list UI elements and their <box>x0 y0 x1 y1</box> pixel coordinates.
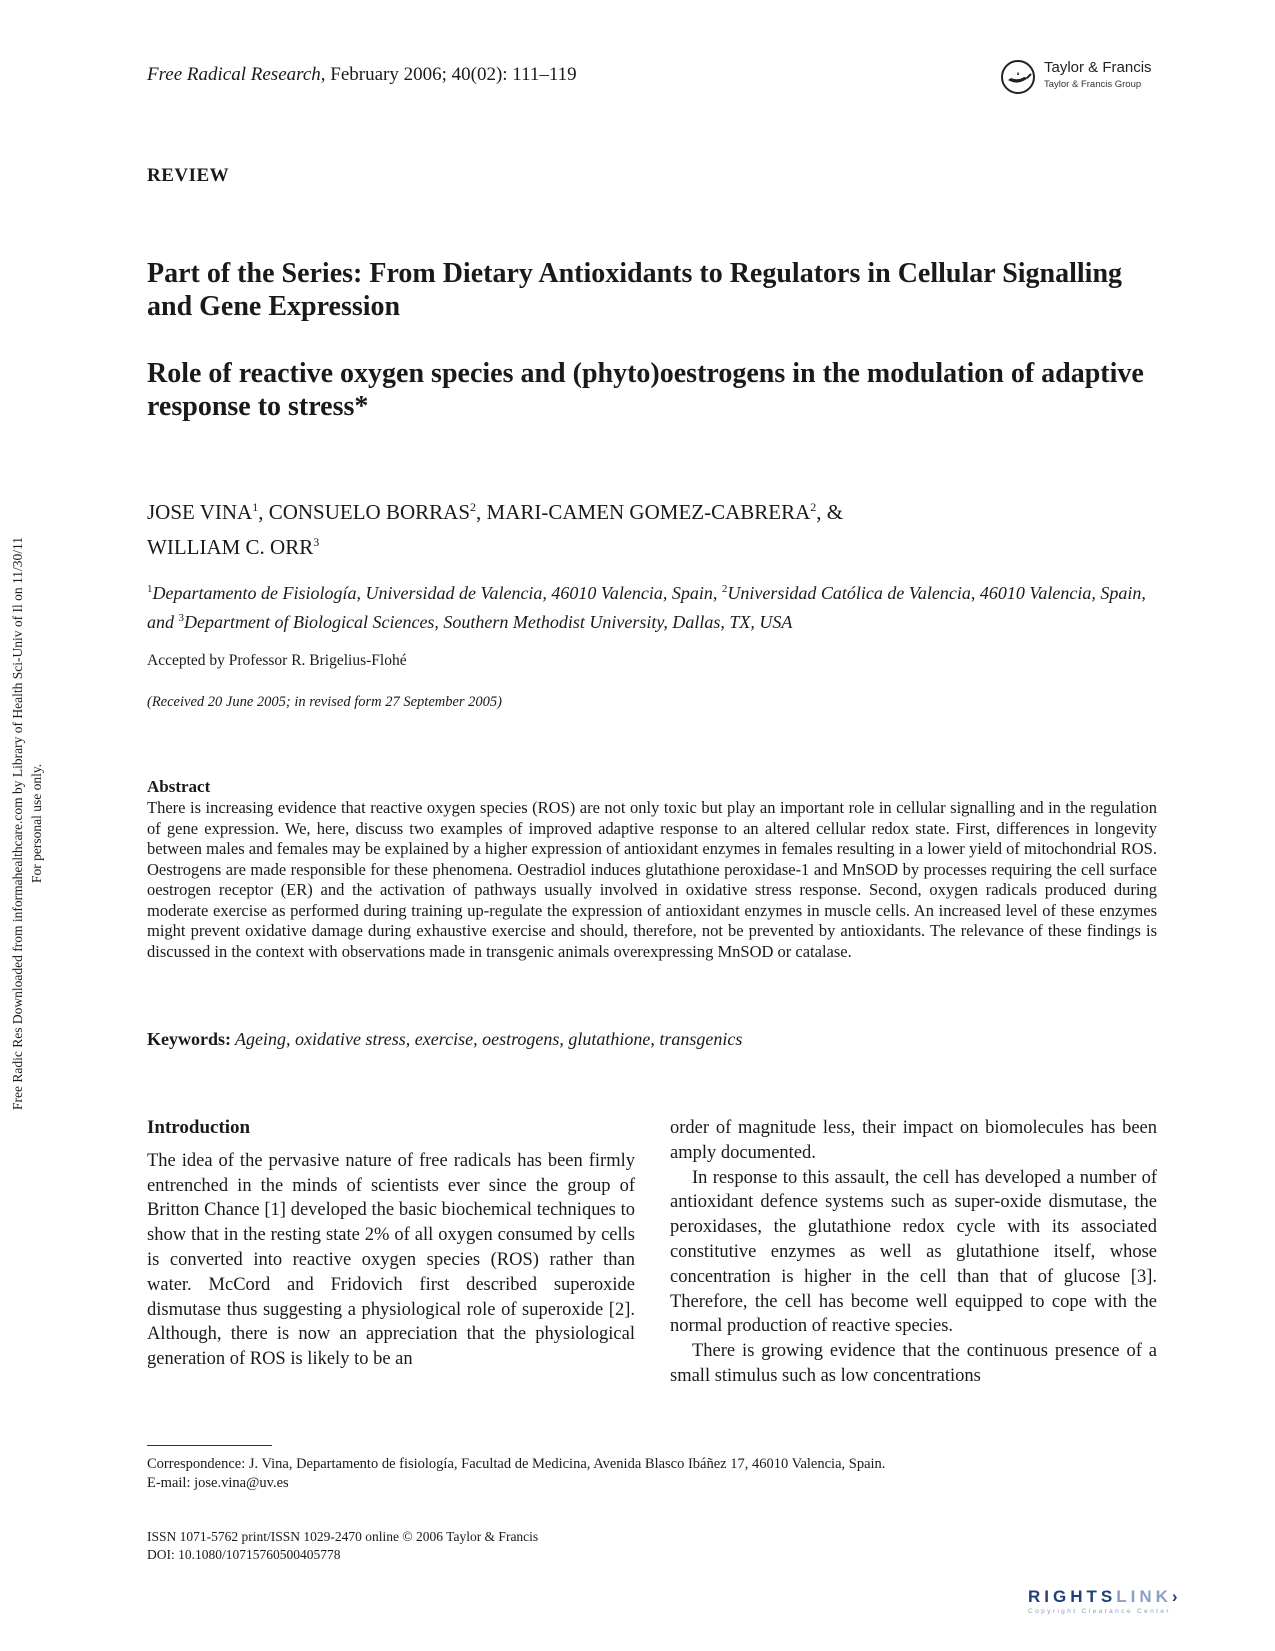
rightslink-logo <box>1028 1587 1258 1621</box>
affiliation: Departamento de Fisiología, Universidad de Valencia, 46010 Valencia, Spain, <box>152 583 722 603</box>
accepted-by: Accepted by Professor R. Brigelius-Flohé <box>147 652 407 669</box>
author-name: CONSUELO BORRAS <box>268 500 471 524</box>
article-type: REVIEW <box>147 165 230 186</box>
keywords-values: Ageing, oxidative stress, exercise, oestrogens, glutathione, transgenics <box>235 1029 743 1049</box>
journal-citation <box>147 64 577 86</box>
footnote-rule <box>147 1445 272 1446</box>
abstract-heading: Abstract <box>147 777 211 796</box>
body-paragraph: There is growing evidence that the continuous presence of a small stimulus such as low concentrations <box>670 1341 1157 1386</box>
rightslink-light: LINK <box>1116 1587 1172 1606</box>
issn-block <box>147 1528 847 1563</box>
body-paragraph: In response to this assault, the cell has developed a number of antioxidant defence systems such as super-oxide dismutase, the peroxidases, the glutathione redox cycle with its associated constitutive enzymes as well as glutathione itself, whose concentration is higher in the cell than that of glucose [3]. Therefore, the cell has become well equipped to cope with the normal production of reactive species. <box>670 1167 1157 1337</box>
affil-mark: 3 <box>178 612 184 624</box>
keywords-label: Keywords: <box>147 1029 231 1049</box>
body-paragraph: order of magnitude less, their impact on biomolecules has been amply documented. <box>670 1118 1157 1163</box>
keywords <box>147 1029 1157 1050</box>
download-stamp-line: Free Radic Res Downloaded from informahealthcare.com by Library of Health Sci-Univ of Il on 11/30/11 <box>10 536 25 1110</box>
body-column-right <box>670 1116 1157 1389</box>
journal-name: Free Radical Research <box>147 64 321 85</box>
affiliations <box>147 577 1157 635</box>
chevron-right-icon: › <box>1171 1587 1182 1606</box>
author-name: MARI-CAMEN GOMEZ-CABRERA <box>486 500 811 524</box>
affiliation: Universidad Católica de Valencia, 46010 Valencia, Spain, and <box>147 583 1146 632</box>
publisher-name: Taylor & Francis <box>1044 59 1152 76</box>
body-column-left <box>147 1116 635 1372</box>
article-title: Role of reactive oxygen species and (phyto)oestrogens in the modulation of adaptive response to stress* <box>147 358 1144 422</box>
correspondence-email: E-mail: jose.vina@uv.es <box>147 1475 289 1491</box>
author-separator: , <box>476 500 487 524</box>
author-affil-mark: 2 <box>810 500 817 514</box>
doi-line: DOI: 10.1080/10715760500405778 <box>147 1546 341 1562</box>
author-affil-mark: 2 <box>470 500 477 514</box>
affil-mark: 1 <box>147 583 153 595</box>
author-separator: , <box>258 500 269 524</box>
author-affil-mark: 1 <box>252 500 259 514</box>
correspondence-note <box>147 1455 1157 1493</box>
publisher-group: Taylor & Francis Group <box>1044 79 1142 90</box>
rightslink-strong: RIGHTS <box>1028 1587 1117 1606</box>
author-name: JOSE VINA <box>147 500 253 524</box>
author-affil-mark: 3 <box>313 535 320 549</box>
lamp-icon <box>1000 59 1040 95</box>
rightslink-subtitle: Copyright Clearance Center <box>1028 1608 1171 1615</box>
correspondence-address: Correspondence: J. Vina, Departamento de fisiología, Facultad de Medicina, Avenida Blasco Ibáñez 17, 46010 Valencia, Spain. <box>147 1456 886 1472</box>
section-heading: Introduction <box>147 1117 251 1138</box>
issn-line: ISSN 1071-5762 print/ISSN 1029-2470 online © 2006 Taylor & Francis <box>147 1529 539 1544</box>
series-title: Part of the Series: From Dietary Antioxidants to Regulators in Cellular Signalling and Gene Expression <box>147 258 1123 322</box>
journal-issue: , February 2006; 40(02): 111–119 <box>320 64 577 85</box>
body-paragraph: The idea of the pervasive nature of free radicals has been firmly entrenched in the minds of scientists ever since the group of Britton Chance [1] developed the basic biochemical techniques to show that in the resting state 2% of all oxygen consumed by cells is converted into reactive oxygen species (ROS) rather than water. McCord and Fridovich first described superoxide dismutase thus suggesting a physiological role of superoxide [2]. Although, there is now an appreciation that the physiological generation of ROS is likely to be an <box>147 1150 635 1370</box>
received-dates: (Received 20 June 2005; in revised form 27 September 2005) <box>147 694 503 710</box>
abstract-text: There is increasing evidence that reactive oxygen species (ROS) are not only toxic but play an important role in cellular signalling and in the regulation of gene expression. We, here, discuss two examples of improved adaptive response to an altered cellular redox state. First, differences in longevity between males and females may be explained by a higher expression of antioxidant enzymes in females resulting in a lower yield of mitochondrial ROS. Oestrogens are made responsible for these phenomena. Oestradiol induces glutathione peroxidase-1 and MnSOD by processes requiring the cell surface oestrogen receptor (ER) and the activation of pathways usually involved in oxidative stress response. Second, oxygen radicals produced during moderate exercise as performed during training up-regulate the expression of antioxidant enzymes in muscle cells. An increased level of these enzymes might prevent oxidative damage during exhaustive exercise and should, therefore, not be prevented by antioxidants. The relevance of these findings is discussed in the context with observations made in transgenic animals overexpressing MnSOD or catalase. <box>147 798 1157 961</box>
affil-mark: 2 <box>721 583 728 595</box>
publisher-logo <box>1000 59 1170 99</box>
author-name: WILLIAM C. ORR <box>147 535 314 559</box>
author-separator: , & <box>816 500 844 524</box>
affiliation: Department of Biological Sciences, Southern Methodist University, Dallas, TX, USA <box>184 612 793 632</box>
download-stamp-line: For personal use only. <box>29 763 44 883</box>
author-list <box>147 492 1157 562</box>
download-stamp <box>5 468 49 1178</box>
